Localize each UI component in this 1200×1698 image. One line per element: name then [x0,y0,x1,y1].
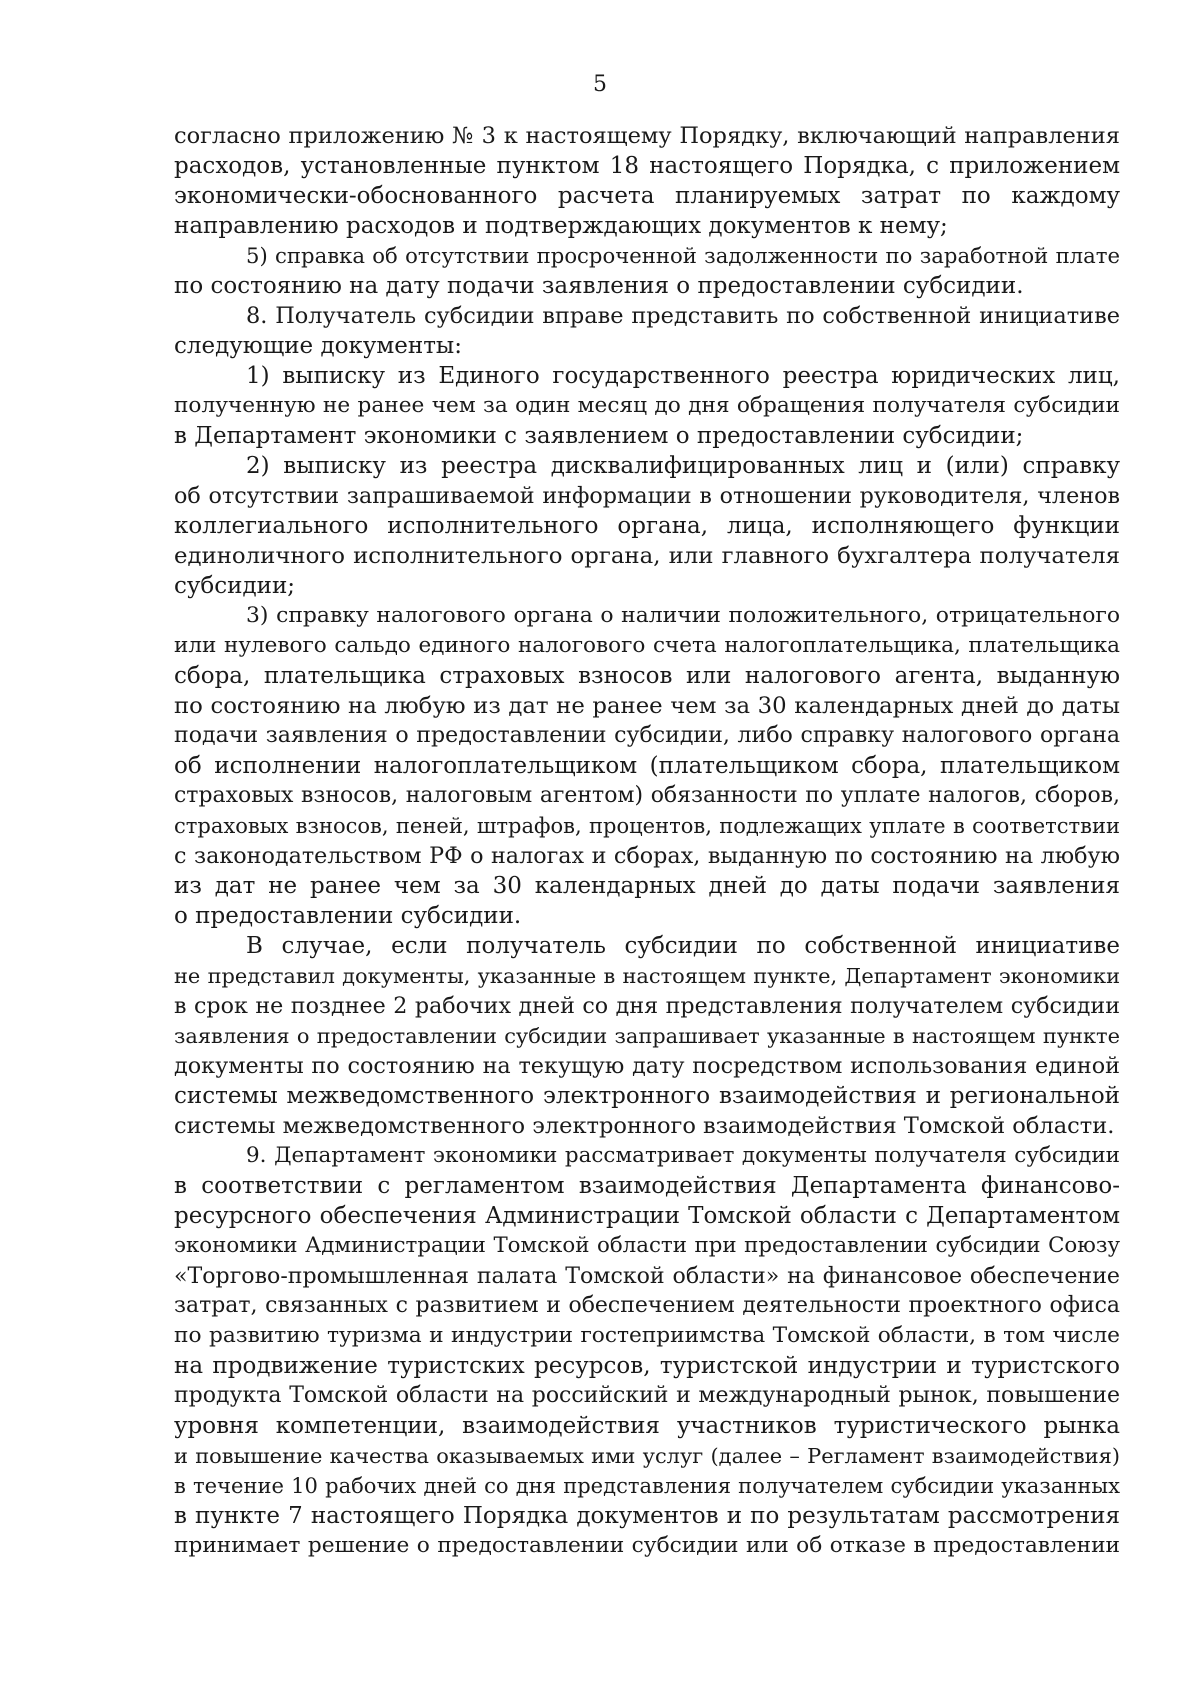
text-line: заявления о предоставлении субсидии запрашивает указанные в настоящем пункте [174,1024,1120,1048]
text-line: принимает решение о предоставлении субсидии или об отказе в предоставлении [174,1533,1120,1558]
text-line: экономики Администрации Томской области при предоставлении субсидии Союзу [174,1233,1120,1258]
text-line: по состоянию на любую из дат не ранее чем за 30 календарных дней до даты [174,693,1120,719]
text-line: В случае, если получатель субсидии по собственной инициативе [246,933,1120,959]
text-line: в соответствии с регламентом взаимодействия Департамента финансово- [174,1173,1120,1199]
text-line: направлению расходов и подтверждающих документов к нему; [174,213,948,239]
text-line: 9. Департамент экономики рассматривает документы получателя субсидии [246,1143,1120,1168]
text-line: в Департамент экономики с заявлением о предоставлении субсидии; [174,423,1024,449]
text-line: документы по состоянию на текущую дату посредством использования единой [174,1053,1120,1079]
text-line: экономически-обоснованного расчета планируемых затрат по каждому [174,183,1120,209]
text-line: затрат, связанных с развитием и обеспечением деятельности проектного офиса [174,1293,1120,1318]
text-line: на продвижение туристских ресурсов, туристской индустрии и туристского [174,1353,1120,1379]
text-line: страховых взносов, налоговым агентом) обязанности по уплате налогов, сборов, [174,783,1120,808]
text-line: по развитию туризма и индустрии гостеприимства Томской области, в том числе [174,1323,1120,1348]
text-line: «Торгово-промышленная палата Томской области» на финансовое обеспечение [174,1263,1120,1289]
text-line: расходов, установленные пунктом 18 настоящего Порядка, с приложением [174,153,1120,179]
text-line: 5) справка об отсутствии просроченной задолженности по заработной плате [246,243,1120,268]
text-line: об исполнении налогоплательщиком (плательщиком сбора, плательщиком [174,753,1120,779]
text-line: подачи заявления о предоставлении субсидии, либо справку налогового органа [174,723,1120,748]
text-line: с законодательством РФ о налогах и сборах, выданную по состоянию на любую [174,843,1120,869]
text-line: или нулевого сальдо единого налогового счета налогоплательщика, плательщика [174,633,1120,658]
text-line: 1) выписку из Единого государственного реестра юридических лиц, [246,363,1120,389]
text-line: коллегиального исполнительного органа, лица, исполняющего функции [174,513,1120,539]
text-line: 3) справку налогового органа о наличии положительного, отрицательного [246,603,1120,628]
text-line: полученную не ранее чем за один месяц до дня обращения получателя субсидии [174,393,1120,418]
text-line: согласно приложению № 3 к настоящему Порядку, включающий направления [174,123,1120,149]
text-line: 8. Получатель субсидии вправе представить по собственной инициативе [246,303,1120,329]
text-line: в течение 10 рабочих дней со дня представления получателем субсидии указанных [174,1473,1120,1498]
text-line: не представил документы, указанные в настоящем пункте, Департамент экономики [174,964,1120,988]
page-number: 5 [593,72,607,97]
text-line: сбора, плательщика страховых взносов или налогового агента, выданную [174,663,1120,689]
text-line: 2) выписку из реестра дисквалифицированных лиц и (или) справку [246,453,1120,479]
text-line: страховых взносов, пеней, штрафов, процентов, подлежащих уплате в соответствии [174,813,1120,838]
text-line: уровня компетенции, взаимодействия участников туристического рынка [174,1413,1120,1439]
text-line: системы межведомственного электронного взаимодействия и региональной [174,1083,1120,1109]
text-line: о предоставлении субсидии. [174,903,522,929]
text-line: следующие документы: [174,333,462,359]
text-line: единоличного исполнительного органа, или главного бухгалтера получателя [174,543,1120,569]
text-line: продукта Томской области на российский и международный рынок, повышение [174,1383,1120,1408]
text-line: об отсутствии запрашиваемой информации в отношении руководителя, членов [174,483,1120,509]
text-line: субсидии; [174,573,296,599]
document-body [174,121,1120,1561]
text-line: системы межведомственного электронного взаимодействия Томской области. [174,1113,1115,1139]
text-line: в срок не позднее 2 рабочих дней со дня представления получателем субсидии [174,993,1120,1019]
text-line: ресурсного обеспечения Администрации Томской области с Департаментом [174,1203,1120,1229]
text-line: из дат не ранее чем за 30 календарных дней до даты подачи заявления [174,873,1120,899]
text-line: и повышение качества оказываемых ими услуг (далее – Регламент взаимодействия) [174,1444,1120,1468]
text-line: по состоянию на дату подачи заявления о предоставлении субсидии. [174,273,1024,299]
text-line: в пункте 7 настоящего Порядка документов и по результатам рассмотрения [174,1503,1120,1529]
